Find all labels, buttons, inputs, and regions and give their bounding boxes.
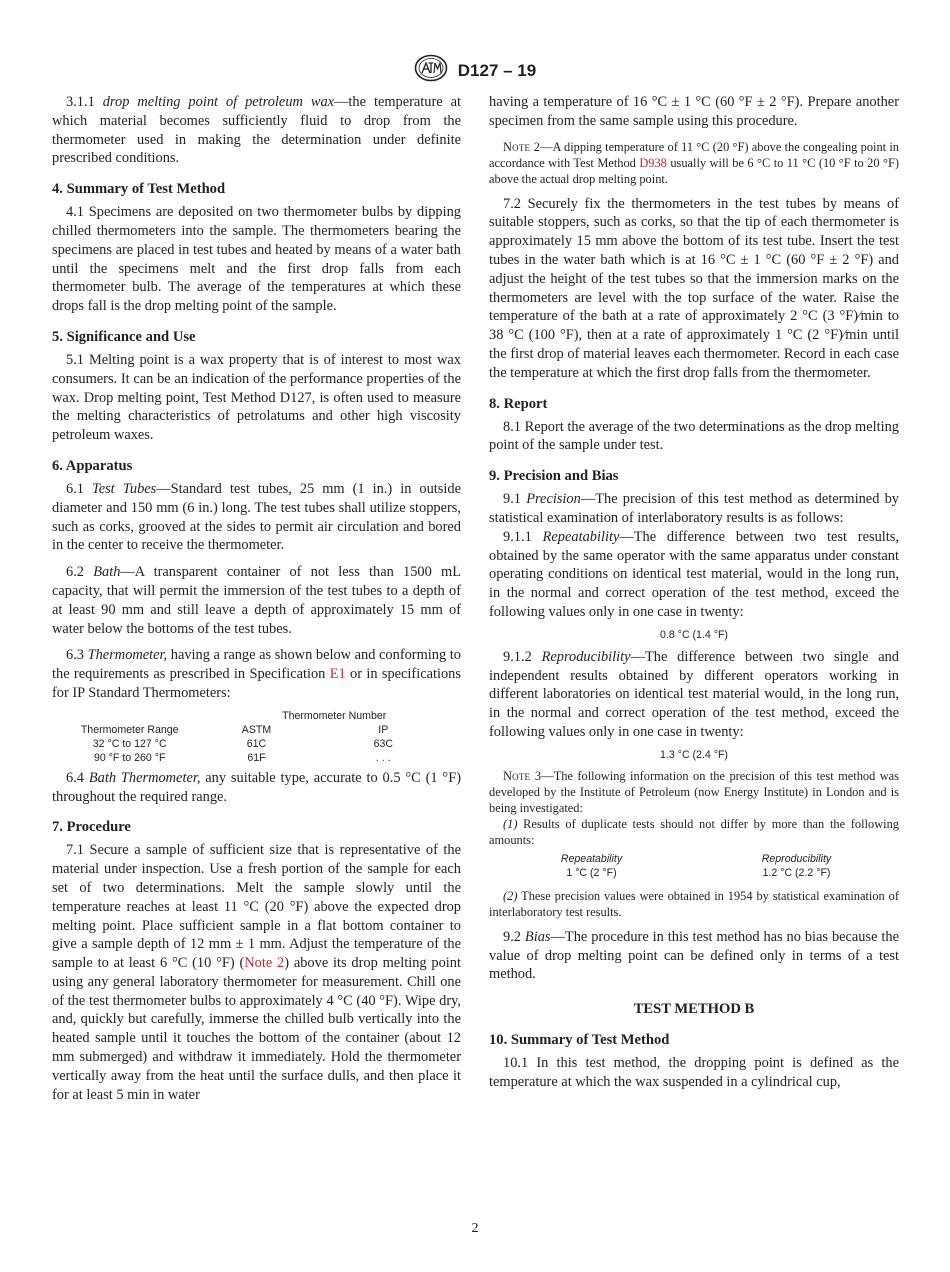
section-7-heading: 7. Procedure — [52, 819, 131, 836]
section-9-1-2: 9.1.2 Reproducibility—The difference between two single and independent results obtained by different operators working in different laboratories on identical test material would, in the long run, in the normal and correct operation of the test method, exceed the following values only in one case in twenty: — [489, 648, 899, 740]
section-9-2: 9.2 Bias—The procedure in this test method has no bias because the value of drop melting point can be defined only in terms of a test method. — [489, 928, 899, 983]
test-method-b-heading: TEST METHOD B — [633, 1001, 755, 1018]
section-6-3: 6.3 Thermometer, having a range as shown below and conforming to the requirements as prescribed in Specification E1 or in specifications for IP Standard Thermometers: — [52, 647, 461, 701]
table-row — [52, 737, 461, 751]
table-cell: 61C — [246, 737, 267, 750]
ip-precision-table — [489, 852, 899, 880]
page-header — [0, 54, 950, 82]
reproducibility-value: 1.3 °C (2.4 °F) — [660, 748, 728, 761]
reproducibility-header: Reproducibility — [761, 852, 832, 865]
page-number: 2 — [471, 1221, 479, 1236]
section-8-heading: 8. Report — [489, 395, 548, 412]
section-8-1: 8.1 Report the average of the two determinations as the drop melting point of the sample under test. — [489, 418, 899, 454]
section-4-heading: 4. Summary of Test Method — [52, 181, 226, 198]
section-6-heading: 6. Apparatus — [52, 457, 133, 474]
astm-header: ASTM — [241, 723, 272, 736]
thermometer-number-header: Thermometer Number — [282, 709, 387, 722]
ip-header: IP — [378, 723, 389, 736]
section-9-heading: 9. Precision and Bias — [489, 468, 619, 485]
section-3-1-1: 3.1.1 drop melting point of petroleum wax—the temperature at which material becomes sufficiently fluid to drop from the thermometer used in making the determination under definite prescribed conditions. — [52, 94, 461, 167]
section-7-1: 7.1 Secure a sample of sufficient size that is representative of the material under inspection. Use a fresh portion of the sample for each set of two determinations. Melt the sample slowly until the temperature reaches at least 11 °C (20 °F) above the expected drop melting point. Place sufficient sample in a flat bottom container to give a sample depth of 12 mm ± 1 mm. Adjust the temperature of the sample to at least 6 °C (10 °F) (Note 2) above its drop melting point using any general laboratory thermometer for measurement. Chill one of the test thermometer bulbs to approximately 4 °C (40 °F). Wipe dry, and, quickly but carefully, immerse the chilled bulb vertically into the heated sample until it touches the bottom of the container (about 12 mm submerged) and withdraw it immediately. Hold the thermometer vertically away from the heat until the surface dulls, and then place it for at least 5 min in water — [52, 842, 461, 1103]
section-9-1-1: 9.1.1 Repeatability—The difference between two test results, obtained by the same operator with the same apparatus under constant operating conditions on identical test material, would in the long run, in the normal and correct operation of the test method, exceed the following values only in one case in twenty: — [489, 528, 899, 620]
note-3-item-2: (2) These precision values were obtained in 1954 by statistical examination of interlaboratory test results. — [489, 888, 899, 919]
section-4-1: 4.1 Specimens are deposited on two thermometer bulbs by dipping chilled thermometers into the sample. The thermometers bearing the specimens are placed in test tubes and heated by means of a water bath until the specimens melt and the first drop falls from each thermometer bulb. The average of the temperatures at which these drops fall is the drop melting point of the sample. — [52, 204, 461, 315]
repeatability-value: 0.8 °C (1.4 °F) — [660, 628, 728, 641]
table-cell: 61F — [247, 751, 266, 764]
section-7-1-continued: having a temperature of 16 °C ± 1 °C (60 °F ± 2 °F). Prepare another specimen from the same sample using this procedure. — [489, 94, 899, 129]
section-6-1: 6.1 Test Tubes—Standard test tubes, 25 mm (1 in.) in outside diameter and 150 mm (6 in.) long. The test tubes shall utilize stoppers, such as corks, grooved at the sides to permit air circulation and bored in the center to receive the thermometer. — [52, 480, 461, 554]
table-cell: 90 °F to 260 °F — [93, 751, 166, 764]
d938-link[interactable]: D938 — [639, 155, 667, 170]
section-5-heading: 5. Significance and Use — [52, 328, 196, 345]
table-cell: 1.2 °C (2.2 °F) — [762, 866, 831, 879]
section-10-heading: 10. Summary of Test Method — [489, 1032, 670, 1049]
section-7-2: 7.2 Securely fix the thermometers in the test tubes by means of suitable stoppers, such as corks, so that the tip of each thermometer is approximately 15 mm above the bottom of its test tube. Insert the test tubes in the water bath which is at 16 °C ± 1 °C (60 °F ± 2 °F) and adjust the height of the test tubes so that the immersion marks on the thermometers are level with the top surface of the water. Raise the temperature of the bath at a rate of approximately 2 °C (3 °F)⁄min to 38 °C (100 °F), then at a rate of approximately 1 °C (2 °F)⁄min until the first drop of material leaves each thermometer. Record in each case the temperature at which the first drop falls from the thermometer. — [489, 195, 899, 381]
repeatability-header: Repeatability — [560, 852, 623, 865]
astm-logo-icon — [414, 54, 448, 87]
section-10-1: 10.1 In this test method, the dropping point is defined as the temperature at which the wax suspended in a cylindrical cup, — [489, 1055, 899, 1090]
section-6-4: 6.4 Bath Thermometer, any suitable type, accurate to 0.5 °C (1 °F) throughout the required range. — [52, 769, 461, 805]
table-cell: . . . — [375, 751, 391, 764]
table-row — [52, 751, 461, 765]
spec-e1-link[interactable]: E1 — [329, 666, 346, 683]
table-cell: 63C — [373, 737, 393, 750]
left-column — [52, 93, 461, 1104]
section-6-2: 6.2 Bath—A transparent container of not less than 1500 mL capacity, that will permit the immersion of the test tubes to a depth of at least 90 mm and still leave a depth of approximately 15 mm of water below the bottoms of the test tubes. — [52, 564, 461, 637]
note-3-item-1: (1) Results of duplicate tests should not differ by more than the following amounts: — [489, 816, 899, 847]
table-row — [489, 866, 899, 880]
section-9-1: 9.1 Precision—The precision of this test method as determined by statistical examination of interlaboratory results is as follows: — [489, 491, 899, 526]
table-cell: 32 °C to 127 °C — [92, 737, 167, 750]
note-2-link[interactable]: Note 2 — [244, 955, 285, 972]
note-2: Note 2—A dipping temperature of 11 °C (20 °F) above the congealing point in accordance with Test Method D938 usually will be 6 °C to 11 °C (10 °F to 20 °F) above the actual drop melting point. — [489, 139, 899, 186]
document-code: D127 – 19 — [457, 60, 537, 80]
note-3: Note 3—The following information on the precision of this test method was developed by the Institute of Petroleum (now Energy Institute) in London and is being investigated: — [489, 768, 900, 815]
right-column — [489, 93, 899, 1092]
section-5-1: 5.1 Melting point is a wax property that is of interest to most wax consumers. It can be an indication of the performance properties of the wax. Drop melting point, Test Method D127, is often used to measure the melting characteristics of petrolatums and other high viscosity petroleum waxes. — [52, 351, 461, 444]
thermometer-range-header: Thermometer Range — [80, 723, 179, 736]
table-cell: 1 °C (2 °F) — [566, 866, 617, 879]
thermometer-table — [52, 709, 461, 765]
